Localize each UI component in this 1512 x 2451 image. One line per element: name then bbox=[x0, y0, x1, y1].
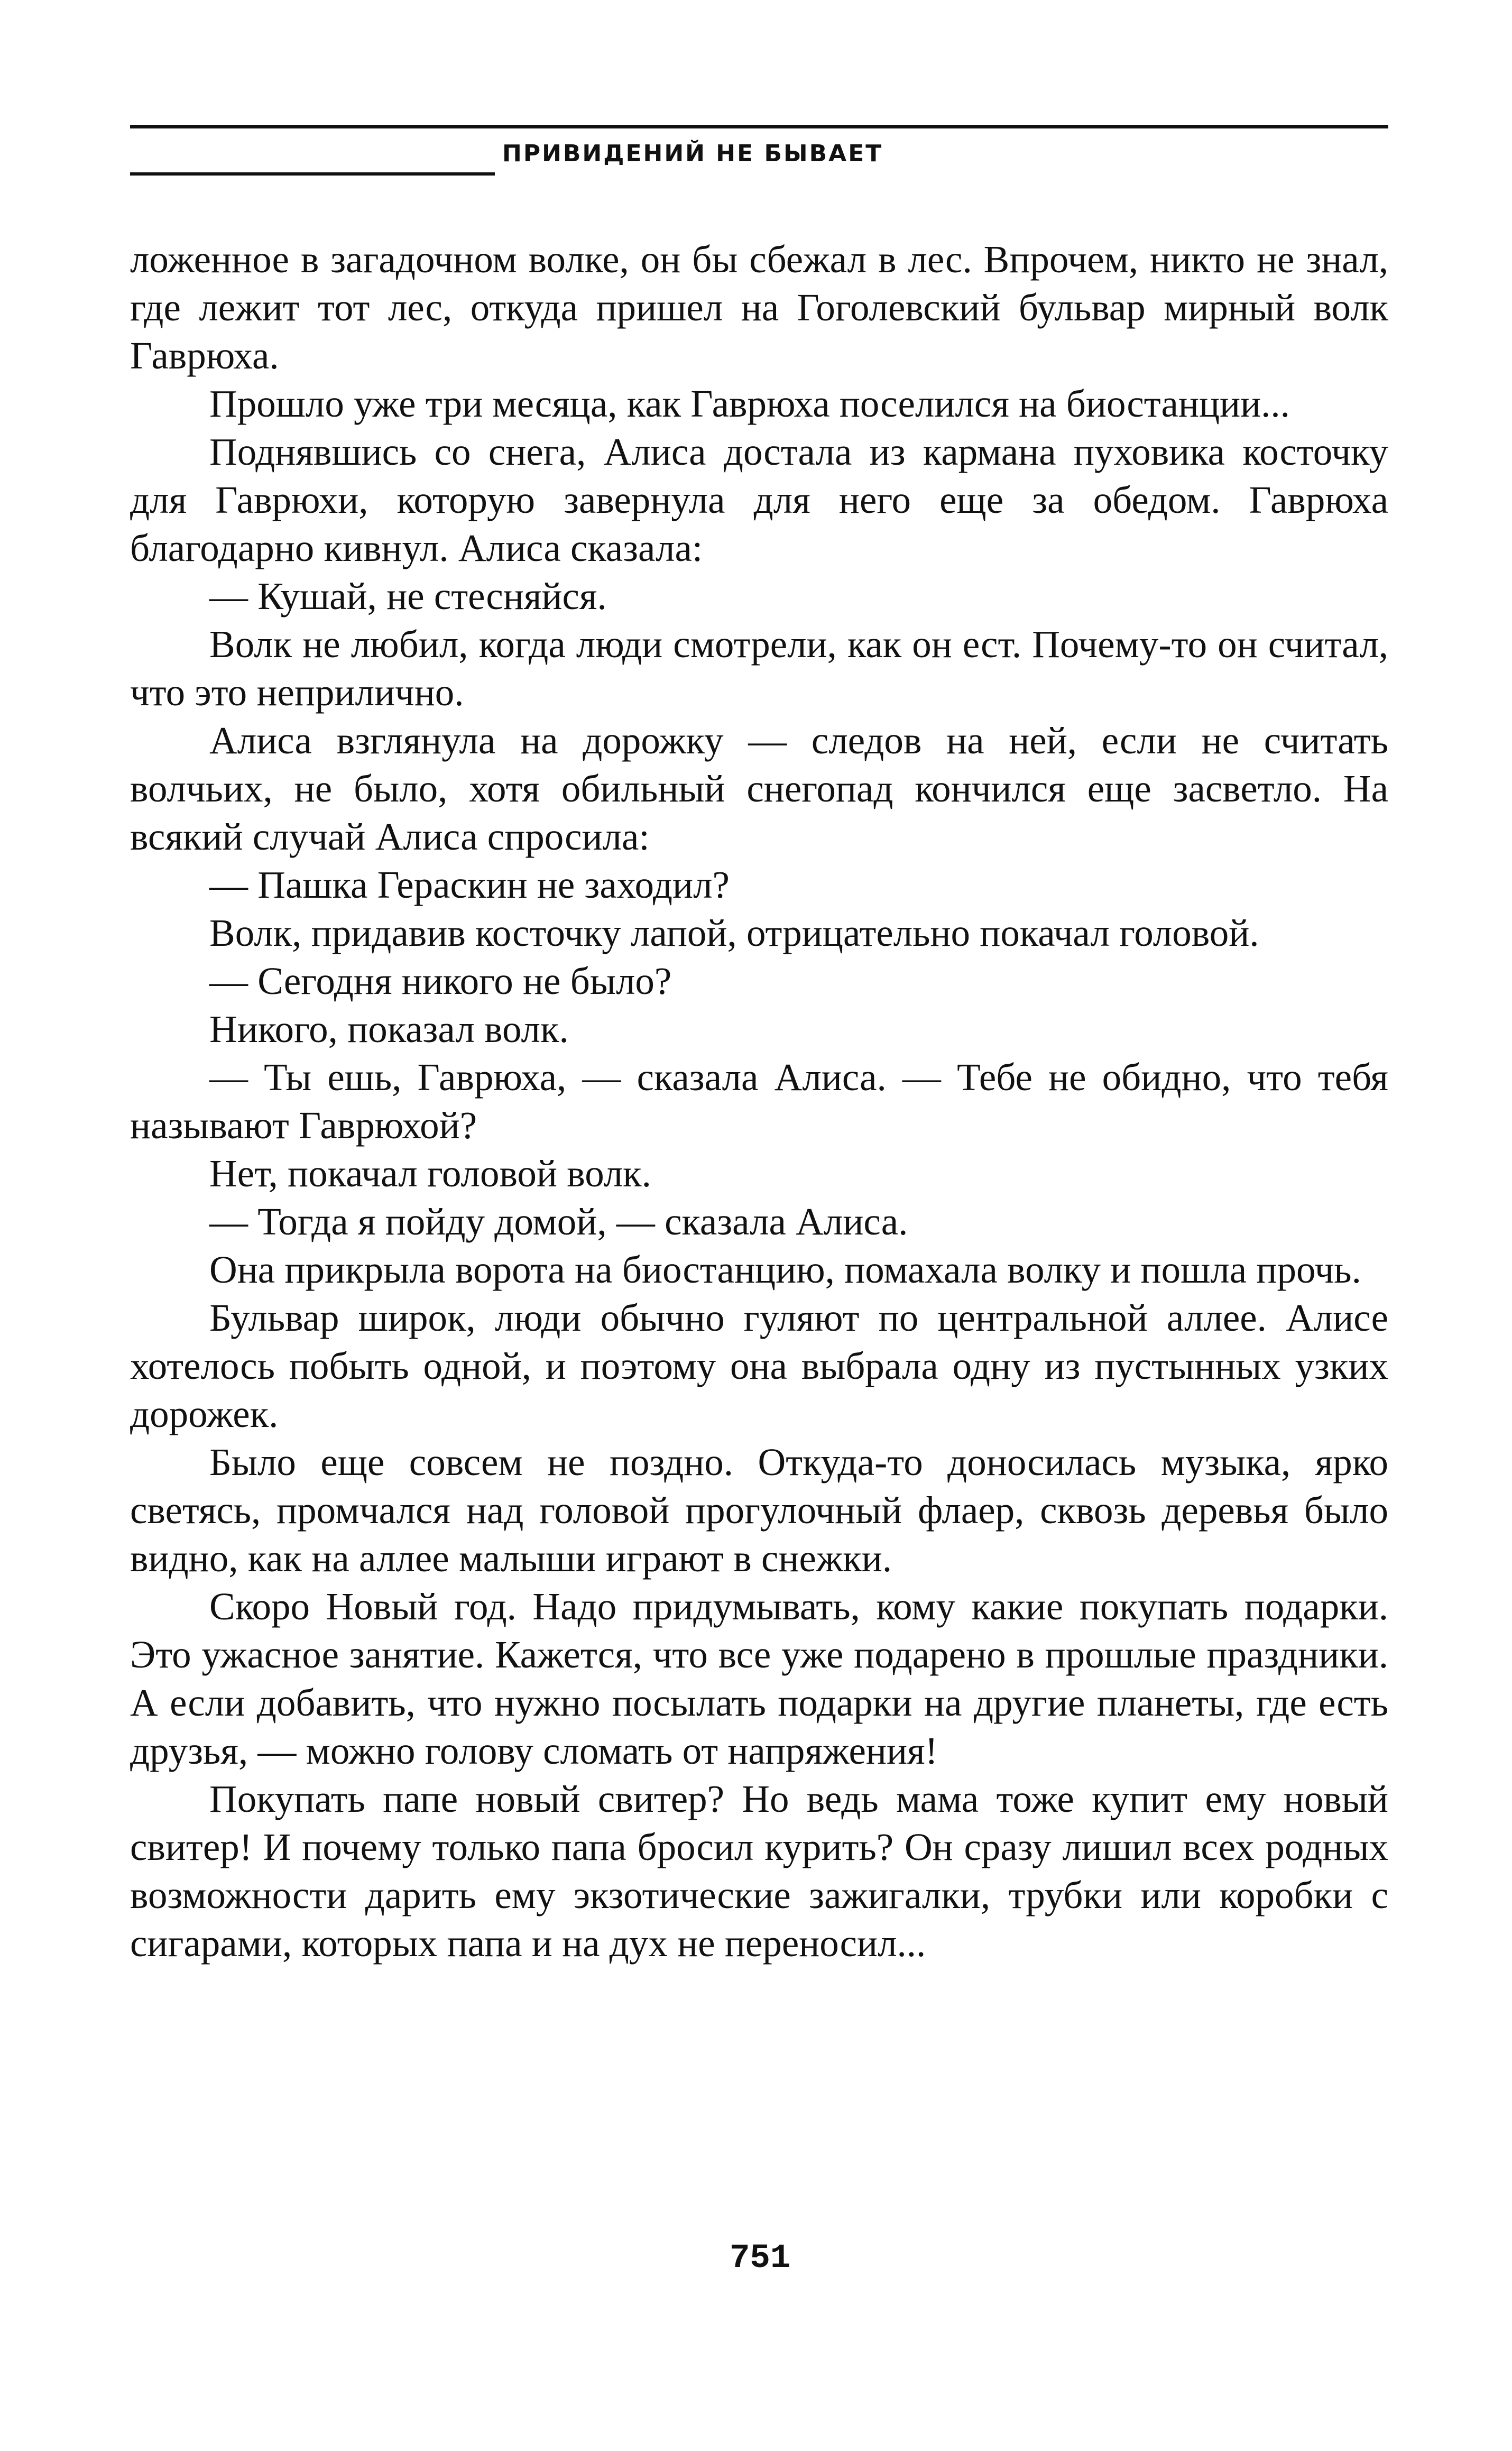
paragraph: Поднявшись со снега, Алиса достала из кармана пуховика косточку для Гаврюхи, которую завернула для него еще за обедом. Гаврюха благодарно кивнул. Алиса сказала: bbox=[130, 430, 1388, 569]
running-head: ПРИВИДЕНИЙ НЕ БЫВАЕТ bbox=[502, 140, 883, 167]
paragraph: — Кушай, не стесняйся. bbox=[209, 575, 607, 618]
header-rule-top bbox=[130, 125, 1388, 128]
header-rule-bottom bbox=[130, 172, 495, 176]
paragraph: Никого, показал волк. bbox=[209, 1008, 569, 1051]
paragraph: Она прикрыла ворота на биостанцию, помахала волку и пошла прочь. bbox=[209, 1248, 1361, 1291]
paragraph: Скоро Новый год. Надо придумывать, кому какие покупать подарки. Это ужасное занятие. Кажется, что все уже подарено в прошлые праздники. А если добавить, что нужно посылать подарки на другие планеты, где есть друзья, — можно голову сломать от напряжения! bbox=[130, 1585, 1388, 1772]
paragraph: Бульвар широк, люди обычно гуляют по центральной аллее. Алисе хотелось побыть одной, и поэтому она выбрала одну из пустынных узких дорожек. bbox=[130, 1296, 1388, 1435]
paragraph: Алиса взглянула на дорожку — следов на ней, если не считать волчьих, не было, хотя обильный снегопад кончился еще засветло. На всякий случай Алиса спросила: bbox=[130, 719, 1388, 858]
paragraph: — Пашка Гераскин не заходил? bbox=[209, 863, 730, 906]
paragraph: Покупать папе новый свитер? Но ведь мама тоже купит ему новый свитер! И почему только папа бросил курить? Он сразу лишил всех родных возможности дарить ему экзотические зажигалки, трубки или коробки с сигарами, которых папа и на дух не переносил... bbox=[130, 1777, 1388, 1965]
body-text bbox=[130, 235, 1388, 1967]
paragraph: — Тогда я пойду домой, — сказала Алиса. bbox=[209, 1200, 908, 1243]
paragraph: Прошло уже три месяца, как Гаврюха поселился на биостанции... bbox=[209, 382, 1290, 425]
paragraph: Волк, придавив косточку лапой, отрицательно покачал головой. bbox=[209, 911, 1259, 954]
paragraph: Нет, покачал головой волк. bbox=[209, 1152, 651, 1195]
paragraph: — Сегодня никого не было? bbox=[209, 960, 672, 1002]
page-number: 751 bbox=[730, 2240, 791, 2278]
paragraph: ложенное в загадочном волке, он бы сбежал в лес. Впрочем, никто не знал, где лежит тот лес, откуда пришел на Гоголевский бульвар мирный волк Гаврюха. bbox=[130, 238, 1388, 377]
paragraph: — Ты ешь, Гаврюха, — сказала Алиса. — Тебе не обидно, что тебя называют Гаврюхой? bbox=[130, 1056, 1388, 1147]
paragraph: Волк не любил, когда люди смотрели, как он ест. Почему-то он считал, что это неприлично. bbox=[130, 623, 1388, 714]
paragraph: Было еще совсем не поздно. Откуда-то доносилась музыка, ярко светясь, промчался над головой прогулочный флаер, сквозь деревья было видно, как на аллее малыши играют в снежки. bbox=[130, 1441, 1388, 1580]
